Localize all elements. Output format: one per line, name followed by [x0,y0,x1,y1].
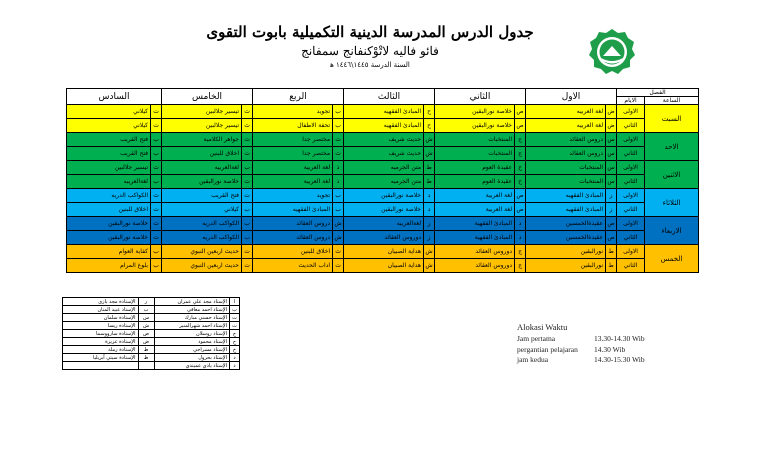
time-allocation-value: 13.30-14.30 Wib [594,334,645,343]
time-slot: الثاني [617,175,645,189]
teacher-code: ط [606,259,617,273]
time-allocation [517,321,717,366]
schedule-row [67,175,699,189]
teacher-code: ش [424,245,435,259]
teacher-code: ص [515,203,526,217]
subject-cell: المنتخبات [526,175,606,189]
class-header: الثاني [435,89,526,105]
subject-cell: المبادئ الفقهيه [526,203,606,217]
subject-cell: المبادئ الفقهية [435,217,515,231]
teacher-code: ش [424,147,435,161]
time-slot: الاولى [617,245,645,259]
teacher-code: ذ [333,175,344,189]
subject-cell: المبادئ الفقهيه [344,105,424,119]
class-header: السادس [67,89,162,105]
subject-cell: دروس العقائد [526,133,606,147]
teacher-row [63,298,240,306]
teacher-name: الإستاذة رملة [63,346,139,354]
schedule-row [67,217,699,231]
document-header [200,22,540,70]
teacher-code: خ [230,346,240,354]
teacher-row [63,314,240,322]
teacher-code: ض [606,105,617,119]
subject-cell: جواهر الكلامية [162,133,242,147]
subject-cell: اخلاق للبنين [162,147,242,161]
teacher-name: الإستاذة سيتي آبريليا [63,354,139,362]
subject-cell: عقيدة العوم [435,175,515,189]
time-slot: الاولى [617,133,645,147]
subject-cell: نورالبقين [526,245,606,259]
teacher-code: ض [606,119,617,133]
subject-cell: عقيدة العوم [435,161,515,175]
time-slot: الثاني [617,231,645,245]
time-slot: الاولى [617,105,645,119]
subject-cell: خلاصة نورالبقين [162,175,242,189]
subject-cell: كيلاني [67,119,151,133]
teacher-code: ج [515,147,526,161]
day-name: الخمس [645,245,699,273]
teacher-code: ث [333,245,344,259]
subject-cell: متن الجرميه [344,175,424,189]
school-logo-icon [588,28,636,76]
teacher-code: ص [606,231,617,245]
day-name: الاحد [645,133,699,161]
teacher-name: الإستاذ احمد معافي [154,306,230,314]
teacher-code: ج [230,330,240,338]
subject-cell: عقيدةالخمسين [526,231,606,245]
teacher-name: الإستاذة سلمان [63,314,139,322]
teacher-name [63,362,139,370]
schedule-row [67,189,699,203]
teacher-code: ب [242,203,253,217]
subject-cell: خلاصة نورالبقين [344,203,424,217]
subject-cell: لغة العربية [435,189,515,203]
subject-cell: اخلاق للبنين [253,245,333,259]
subject-cell: المنتخبات [435,133,515,147]
time-slot: الثاني [617,119,645,133]
subject-cell: فتح القريب [67,133,151,147]
teacher-code: ط [606,245,617,259]
teacher-code: ث [333,147,344,161]
subject-cell: تجويد [253,189,333,203]
teacher-code: ش [138,322,154,330]
teacher-code: ش [333,217,344,231]
time-slot: الاولى [617,189,645,203]
teacher-name: الإستاذ يادي عميندي [154,362,230,370]
subject-cell: حديث شريف [344,147,424,161]
teacher-code: ث [151,161,162,175]
teacher-code: ث [230,322,240,330]
teacher-code: ث [151,189,162,203]
teacher-code: ب [151,245,162,259]
class-header: الربع [253,89,344,105]
subject-cell: الكواكب الدريه [162,231,242,245]
time-allocation-row [517,345,717,356]
subject-cell: اخلاق للبنين [67,203,151,217]
teacher-code: د [515,231,526,245]
teacher-code: ب [242,231,253,245]
teacher-code: ب [333,105,344,119]
time-slot: الثاني [617,259,645,273]
schedule-row [67,133,699,147]
subject-cell: لغة العربيه [526,119,606,133]
teacher-code: س [606,133,617,147]
subject-cell: كيلاني [162,203,242,217]
class-header: الثالث [344,89,435,105]
teacher-code: س [606,175,617,189]
time-allocation-title: Alokasi Waktu [517,322,568,332]
corner-day-label: الايام [617,97,645,105]
teacher-code: ح [424,119,435,133]
subject-cell: دروس العقائد [253,217,333,231]
teacher-code: ا [230,298,240,306]
subject-cell: كيلاني [67,105,151,119]
time-allocation-label: Jam pertama [517,334,556,343]
teacher-code: ب [333,119,344,133]
teacher-code: ض [138,338,154,346]
teacher-row [63,338,240,346]
subject-cell: دروس العقائد [526,147,606,161]
subject-cell: متن الجرميه [344,161,424,175]
schedule-row [67,119,699,133]
subject-cell: بلوغ المرام [67,259,151,273]
schedule-row [67,231,699,245]
teacher-code: ز [606,203,617,217]
teacher-code: ظ [138,354,154,362]
teacher-name: الإستاذ بحرول [154,354,230,362]
teacher-name: الإستاذ مسراجي [154,346,230,354]
subject-cell: تيسير جلالبين [162,105,242,119]
schedule-title: جدول الدرس المدرسة الدينية التكميلية بابوت التقوى [206,23,534,41]
day-name: السبت [645,105,699,133]
time-allocation-value: 14.30-15.30 Wib [594,355,645,364]
teacher-code: ص [138,330,154,338]
teacher-name: الإستاذة مجد بازى [63,298,139,306]
teacher-code: ت [242,147,253,161]
teacher-code: د [230,354,240,362]
teacher-code: ب [138,306,154,314]
day-name: الثلاثاء [645,189,699,217]
teacher-code: ذ [230,362,240,370]
subject-cell: دوروس العقائد [344,231,424,245]
time-slot: الثاني [617,203,645,217]
teacher-code: ث [242,133,253,147]
teacher-code: ب [151,259,162,273]
subject-cell: دروس العقائد [253,231,333,245]
subject-cell: تحفة الاطفال [253,119,333,133]
schedule-row [67,259,699,273]
time-slot: الاولى [617,217,645,231]
teacher-code: ط [138,346,154,354]
subject-cell: تيسير جلالبين [162,119,242,133]
subject-cell: لغة العربية [253,161,333,175]
teacher-row [63,362,240,370]
teacher-name: الإستاذة عزيزة [63,338,139,346]
subject-cell: نورالبقين [526,259,606,273]
teacher-name: الإستاذ مجد علي عمران [154,298,230,306]
time-allocation-row [517,334,717,345]
teacher-code: ج [515,133,526,147]
teacher-row [63,354,240,362]
teacher-code: ت [230,314,240,322]
teacher-code: ح [424,105,435,119]
subject-cell: الكواكب الدريه [162,217,242,231]
schedule-row [67,105,699,119]
teacher-code: د [424,203,435,217]
class-header: الاول [526,89,617,105]
teacher-code: ط [424,175,435,189]
schedule-row [67,245,699,259]
teacher-code: ث [151,217,162,231]
teacher-code: ش [424,133,435,147]
subject-cell: عقيدةالخمسين [526,217,606,231]
time-allocation-label: jam kedua [517,355,549,364]
school-subtitle: فائو فاليه لاتْوْكنفانج سمفانج [301,44,439,58]
teacher-code: ب [151,175,162,189]
subject-cell: هداية الصبيان [344,245,424,259]
subject-cell: خلاصة نورالبقين [344,189,424,203]
subject-cell: فتح القريب [162,189,242,203]
teacher-code: ش [333,231,344,245]
teacher-code: خ [515,175,526,189]
schedule-row [67,147,699,161]
corner-time-label: الساعة [645,97,699,105]
subject-cell: دوروس العقائد [435,245,515,259]
subject-cell: كفاية العوام [67,245,151,259]
teacher-name: الإستاذ عبيد المنان [63,306,139,314]
teacher-row [63,330,240,338]
teacher-code: ث [242,105,253,119]
teacher-code: ش [424,259,435,273]
subject-cell: اداب الحديث [253,259,333,273]
teacher-code: ص [515,105,526,119]
teacher-code: خ [515,161,526,175]
teacher-code: د [424,189,435,203]
teacher-code: س [138,314,154,322]
teacher-code: ذ [333,161,344,175]
schedule-table [66,88,699,273]
subject-cell: مختصر جدا [253,147,333,161]
teacher-code: ث [242,119,253,133]
subject-cell: لغة العربية [253,175,333,189]
subject-cell: مختصر جدا [253,133,333,147]
teacher-code: ث [333,133,344,147]
teacher-code: ص [515,119,526,133]
teacher-code: ج [515,259,526,273]
teacher-code: ت [242,189,253,203]
teacher-row [63,322,240,330]
teacher-row [63,306,240,314]
subject-cell: خلاصة نورالبقين [67,217,151,231]
subject-cell: خلاصة نورالبقين [435,119,515,133]
teacher-code: ص [606,217,617,231]
teachers-table [62,297,240,370]
teacher-code: ز [424,217,435,231]
subject-cell: لغةالعربيه [162,161,242,175]
subject-cell: تيسير جلالبين [67,161,151,175]
teacher-code: ط [424,161,435,175]
teacher-code: س [606,147,617,161]
teacher-code: ج [515,245,526,259]
subject-cell: المنتخبات [526,161,606,175]
time-slot: الثاني [617,147,645,161]
teacher-code: ب [333,203,344,217]
teacher-code: ب [230,306,240,314]
day-name: الاربعاء [645,217,699,245]
teacher-code: ح [230,338,240,346]
subject-cell: لغةالعربيه [67,175,151,189]
teacher-name: الإستاذة ريسا [63,322,139,330]
teacher-code: ب [242,161,253,175]
subject-cell: خلاصة نورالبقين [67,231,151,245]
subject-cell: لغةالعربيه [344,217,424,231]
teacher-code: ب [151,147,162,161]
teacher-code: د [515,217,526,231]
day-name: الاثنين [645,161,699,189]
academic-year: السنة الدرسة ١٤٤٥\١٤٤٦ ﻫ [330,61,410,69]
teacher-code: ص [515,189,526,203]
teacher-code: ت [151,105,162,119]
subject-cell: حديث شريف [344,133,424,147]
schedule-row [67,203,699,217]
subject-cell: فتح القريب [67,147,151,161]
subject-cell: هداية الصبيان [344,259,424,273]
subject-cell: المنتخبات [435,147,515,161]
subject-cell: لغة العربية [435,203,515,217]
subject-cell: المبادئ الفقهيه [344,119,424,133]
subject-cell: المبادئ الفقهية [435,231,515,245]
teacher-code: ت [151,203,162,217]
teacher-code: ث [151,231,162,245]
schedule-row [67,161,699,175]
teacher-name: الإستاذ حسني مبارك [154,314,230,322]
subject-cell: تجويد [253,105,333,119]
class-header-row [67,89,699,97]
subject-cell: الكواكب الدريه [67,189,151,203]
teacher-code: ب [242,217,253,231]
teacher-name: الإستاذ روسلان [154,330,230,338]
teacher-code: ز [424,231,435,245]
corner-class-label: الفصل [617,89,699,97]
teacher-code [138,362,154,370]
teacher-code: ب [333,189,344,203]
class-header: الخامس [162,89,253,105]
teacher-code: ث [242,175,253,189]
teacher-code: ت [242,259,253,273]
teacher-code: ب [151,133,162,147]
teacher-code: ت [242,245,253,259]
time-allocation-label: pergantian pelajaran [517,344,578,354]
subject-cell: خلاصة نورالبقين [435,105,515,119]
teacher-code: ز [138,298,154,306]
time-slot: الاولى [617,161,645,175]
time-allocation-row [517,355,717,366]
teacher-name: الإستاذ احمد شهرالمنير [154,322,230,330]
subject-cell: حديث اربعين النبوي [162,245,242,259]
subject-cell: المبادئ الفقهيه [526,189,606,203]
subject-cell: لغة العربيه [526,105,606,119]
teacher-code: س [606,161,617,175]
teacher-name: الإستاذة سارووسما [63,330,139,338]
time-allocation-value: 14.30 Wib [594,344,626,354]
subject-cell: دوروس العقائد [435,259,515,273]
subject-cell: حديث اربعين النبوي [162,259,242,273]
subject-cell: المبادئ الفقهيه [253,203,333,217]
teacher-code: ت [151,119,162,133]
teacher-row [63,346,240,354]
teacher-code: ت [333,259,344,273]
teacher-code: ز [606,189,617,203]
teacher-name: الإستاذ محمود [154,338,230,346]
